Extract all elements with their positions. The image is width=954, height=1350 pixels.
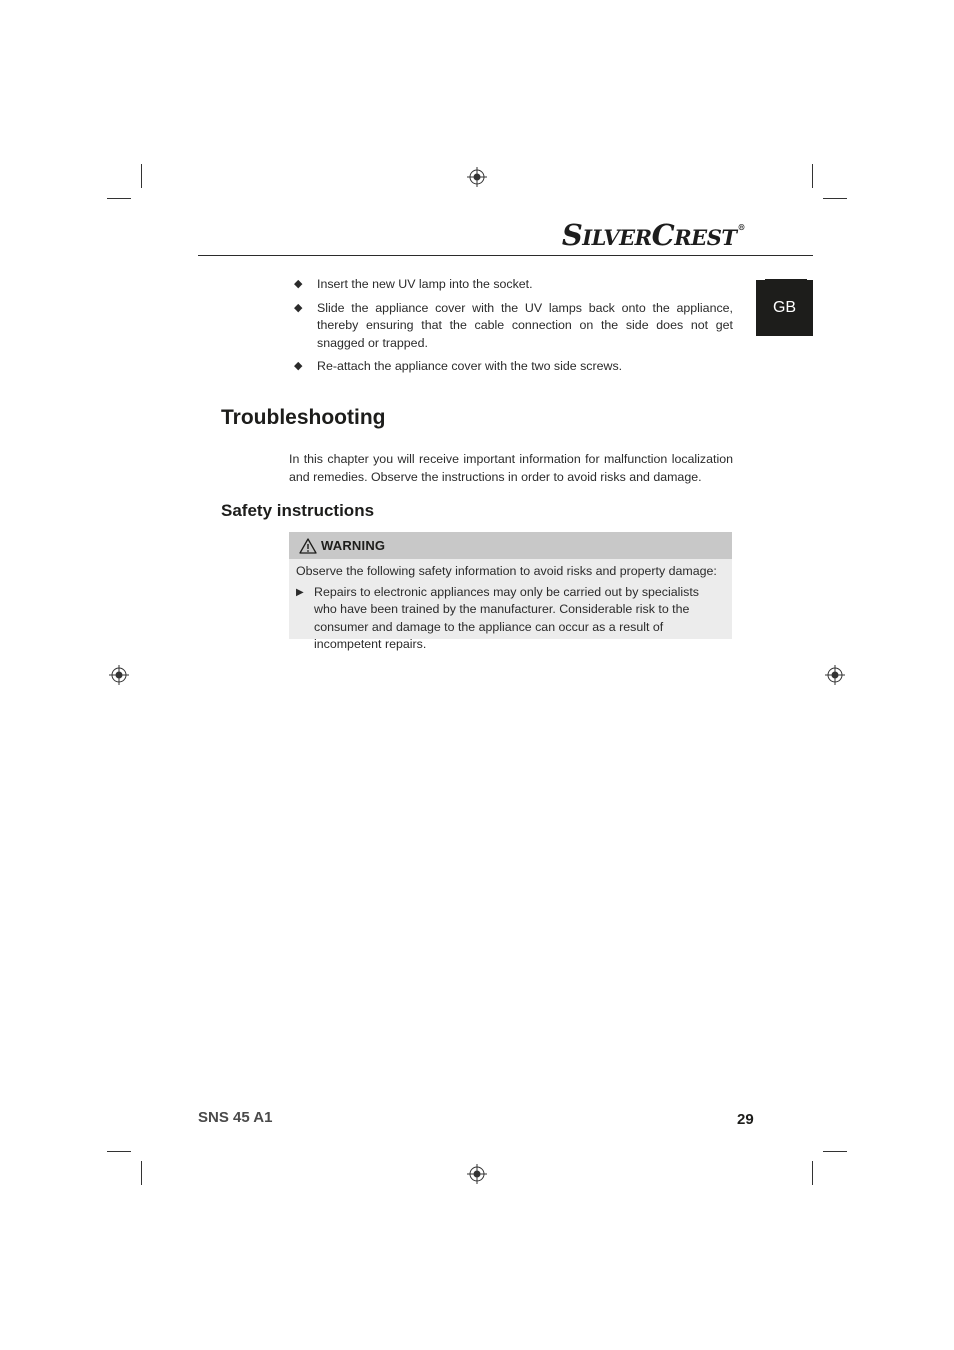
crop-mark <box>141 164 142 188</box>
logo-letter: C <box>651 218 675 252</box>
arrow-bullet-icon: ▶ <box>296 586 304 598</box>
subsection-title: Safety instructions <box>221 501 375 520</box>
list-item <box>294 300 733 353</box>
crop-mark <box>141 1161 142 1185</box>
crop-mark <box>812 1161 813 1185</box>
warning-triangle-icon <box>299 538 317 554</box>
crop-mark <box>823 1151 847 1152</box>
section-title: Troubleshooting <box>221 406 386 429</box>
header-divider <box>198 255 813 256</box>
language-tab <box>756 280 813 336</box>
list-item-text: Repairs to electronic appliances may only be carried out by specialists who have been trained by the manufacturer. Considerable risk to the consumer and damage to the appliance can occur as a result of incompetent repairs. <box>314 584 699 651</box>
list-item-text: Re-attach the appliance cover with the two side screws. <box>317 359 623 373</box>
registration-mark-icon <box>825 665 845 685</box>
diamond-bullet-icon: ◆ <box>294 301 303 314</box>
registration-mark-icon <box>467 1164 487 1184</box>
page-number: 29 <box>737 1111 754 1128</box>
step-list <box>294 276 733 382</box>
list-item-text: Slide the appliance cover with the UV lamps back onto the appliance, thereby ensuring that the cable connection on the side does not get snagged or trapped. <box>317 300 733 350</box>
logo-letter: S <box>561 218 583 252</box>
section-intro: In this chapter you will receive important information for malfunction localization and remedies. Observe the instructions in order to avoid risks and damage. <box>289 452 733 484</box>
crop-mark <box>107 1151 131 1152</box>
crop-mark <box>823 198 847 199</box>
crop-mark <box>812 164 813 188</box>
logo-letters: ILVER <box>582 225 652 250</box>
language-tab-label: GB <box>772 299 797 316</box>
diamond-bullet-icon: ◆ <box>294 360 303 372</box>
warning-body <box>289 559 732 654</box>
model-number: SNS 45 A1 <box>198 1109 273 1126</box>
warning-lead: Observe the following safety information to avoid risks and property damage: <box>296 564 717 578</box>
crop-mark <box>107 198 131 199</box>
diamond-bullet-icon: ◆ <box>294 278 303 290</box>
logo-letters: REST <box>674 225 737 250</box>
warning-box <box>289 532 732 651</box>
warning-label: WARNING <box>321 538 386 553</box>
warning-header <box>289 532 732 559</box>
list-item <box>294 276 733 294</box>
brand-logo <box>561 218 745 252</box>
list-item <box>296 584 725 654</box>
registered-mark: ® <box>737 222 745 232</box>
list-item <box>294 358 733 376</box>
list-item-text: Insert the new UV lamp into the socket. <box>317 277 533 291</box>
registration-mark-icon <box>467 167 487 187</box>
registration-mark-icon <box>109 665 129 685</box>
